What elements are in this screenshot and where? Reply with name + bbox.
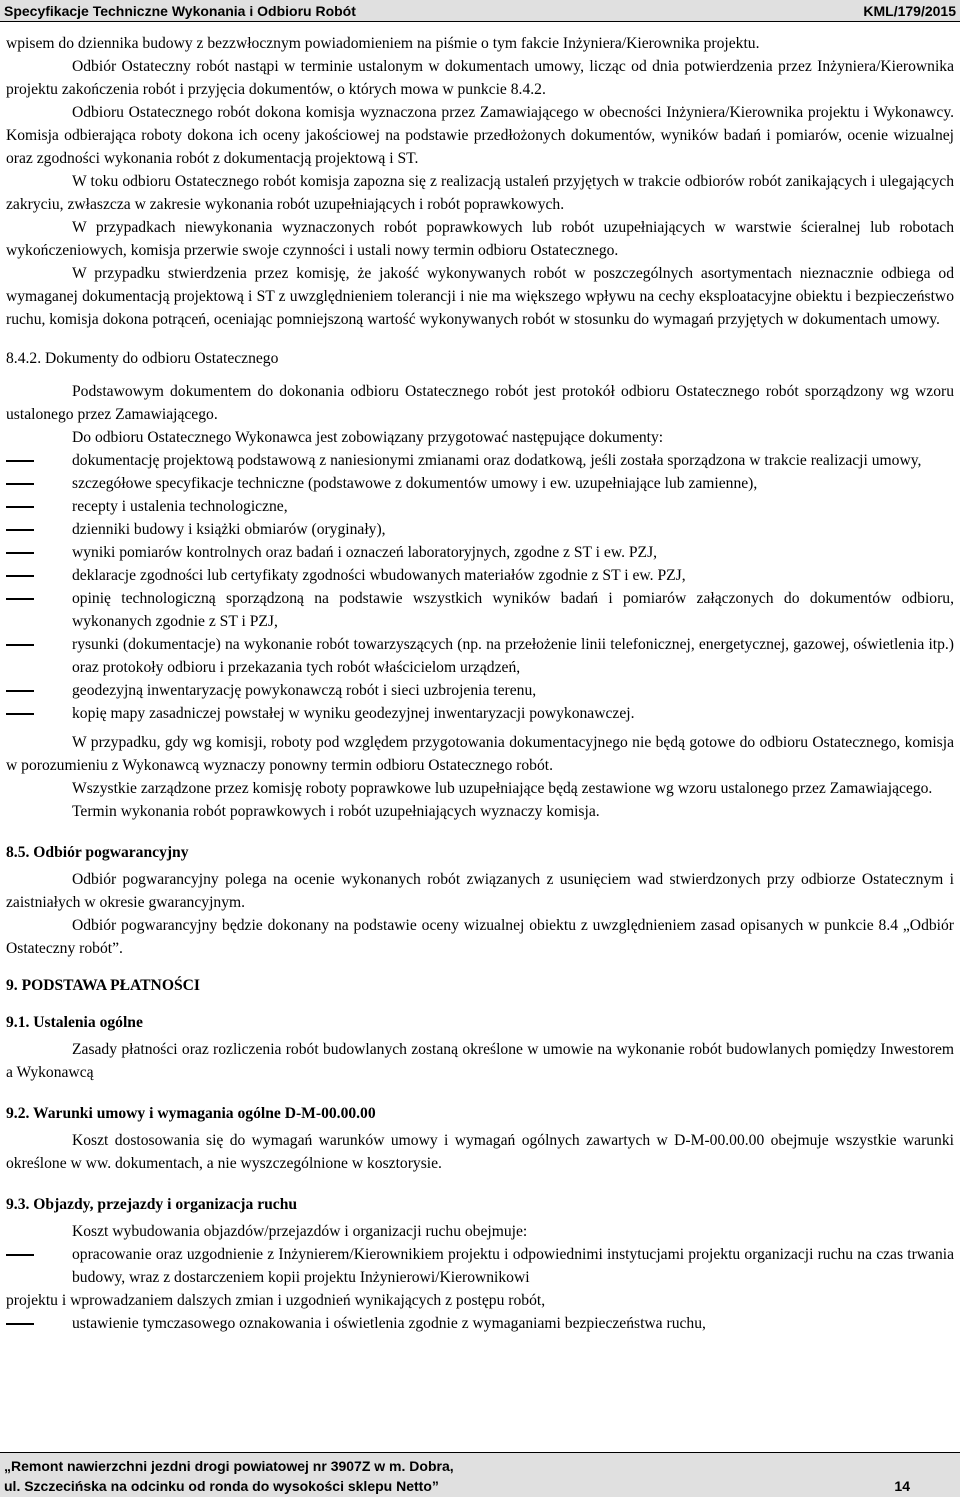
- paragraph: Odbiór pogwarancyjny będzie dokonany na podstawie oceny wizualnej obiektu z uwzględnieniem zasad opisanych w punkcie 8.4 „Odbiór Ostateczny robót”.: [6, 917, 954, 957]
- paragraph: Podstawowym dokumentem do dokonania odbioru Ostatecznego robót jest protokół odbioru Ostatecznego robót sporządzony wg wzoru ustalonego przez Zamawiającego.: [6, 383, 954, 423]
- paragraph: W przypadkach niewykonania wyznaczonych robót poprawkowych lub robót uzupełniających w warstwie ścieralnej lub robotach wykończeniowych, komisja przerwie swoje czynności i ustali nowy termin odbioru Ostatecznego.: [6, 219, 954, 259]
- list-item: recepty i ustalenia technologiczne,: [6, 495, 954, 518]
- paragraph: W przypadku stwierdzenia przez komisję, że jakość wykonywanych robót w poszczególnych asortymentach nieznacznie odbiega od wymaganej dokumentacją projektową i ST z uwzględnieniem tolerancji i nie ma większego wpływu na cechy eksploatacyjne obiektu i bezpieczeństwo ruchu, komisja dokona potrąceń, oceniając pomniejszoną wartość wykonywanych robót w stosunku do wymagań przyjętych w dokumentach umowy.: [6, 265, 954, 328]
- paragraph: W przypadku, gdy wg komisji, roboty pod względem przygotowania dokumentacyjnego nie będą gotowe do odbioru Ostatecznego, komisja w porozumieniu z Wykonawcą wyznaczy ponowny termin odbioru Ostatecznego robót.: [6, 734, 954, 774]
- dash-bullet: [6, 644, 34, 646]
- section-heading-9: 9. PODSTAWA PŁATNOŚCI: [6, 977, 200, 994]
- header-doc-number: KML/179/2015: [863, 2, 956, 19]
- list-item: ustawienie tymczasowego oznakowania i oświetlenia zgodnie z wymaganiami bezpieczeństwa ruchu,: [6, 1312, 954, 1335]
- list-item: geodezyjną inwentaryzację powykonawczą robót i sieci uzbrojenia terenu,: [6, 679, 954, 702]
- paragraph: Zasady płatności oraz rozliczenia robót budowlanych zostaną określone w umowie na wykonanie robót budowlanych pomiędzy Inwestorem a Wykonawcą: [6, 1041, 954, 1081]
- section-heading-9-1: 9.1. Ustalenia ogólne: [6, 1014, 143, 1031]
- document-body: [6, 32, 954, 1335]
- page-header: [0, 0, 960, 22]
- paragraph: Odbioru Ostatecznego robót dokona komisja wyznaczona przez Zamawiającego w obecności Inżyniera/Kierownika projektu i Wykonawcy. Komisja odbierająca roboty dokona ich oceny jakościowej na podstawie przedłożonych dokumentów, wyników badań i pomiarów, ocenie wizualnej oraz zgodności wykonania robót z dokumentacją projektową i ST.: [6, 104, 954, 167]
- footer-project-line2: ul. Szczecińska na odcinku od ronda do wysokości sklepu Netto”: [4, 1478, 439, 1494]
- section-heading-9-2: 9.2. Warunki umowy i wymagania ogólne D-M-00.00.00: [6, 1105, 376, 1122]
- dash-bullet: [6, 598, 34, 600]
- section-heading-8-5: 8.5. Odbiór pogwarancyjny: [6, 844, 189, 861]
- list-item: opracowanie oraz uzgodnienie z Inżynierem/Kierownikiem projektu i odpowiednimi instytucjami projektu organizacji ruchu na czas trwania budowy, wraz z dostarczeniem kopii projektu Inżynierowi/Kierownikowi: [6, 1243, 954, 1289]
- paragraph: Odbiór Ostateczny robót nastąpi w terminie ustalonym w dokumentach umowy, licząc od dnia potwierdzenia przez Inżyniera/Kierownika projektu zakończenia robót i przyjęcia dokumentów, o których mowa w punkcie 8.4.2.: [6, 58, 954, 98]
- paragraph: wpisem do dziennika budowy z bezzwłocznym powiadomieniem na piśmie o tym fakcie Inżyniera/Kierownika projektu.: [6, 35, 760, 52]
- list-item: deklaracje zgodności lub certyfikaty zgodności wbudowanych materiałów zgodnie z ST i ew. PZJ,: [6, 564, 954, 587]
- header-title: Specyfikacje Techniczne Wykonania i Odbioru Robót: [4, 2, 356, 19]
- list-item: dokumentację projektową podstawową z naniesionymi zmianami oraz dodatkową, jeśli została sporządzona w trakcie realizacji umowy,: [6, 449, 954, 472]
- section-heading-9-3: 9.3. Objazdy, przejazdy i organizacja ruchu: [6, 1196, 298, 1213]
- paragraph: Termin wykonania robót poprawkowych i robót uzupełniających wyznaczy komisja.: [72, 803, 600, 820]
- paragraph: Koszt wybudowania objazdów/przejazdów i organizacji ruchu obejmuje:: [72, 1223, 528, 1240]
- list-item: opinię technologiczną sporządzoną na podstawie wszystkich wyników badań i pomiarów załączonych do dokumentów odbioru, wykonanych zgodnie z ST i PZJ,: [6, 587, 954, 633]
- paragraph: Do odbioru Ostatecznego Wykonawca jest zobowiązany przygotować następujące dokumenty:: [72, 429, 664, 446]
- paragraph: W toku odbioru Ostatecznego robót komisja zapozna się z realizacją ustaleń przyjętych w trakcie odbiorów robót zanikających i ulegających zakryciu, zwłaszcza w zakresie wykonania robót uzupełniających i robót poprawkowych.: [6, 173, 954, 213]
- page-footer: [0, 1452, 960, 1497]
- dash-bullet: [6, 1254, 34, 1256]
- traffic-costs-list: [6, 1243, 954, 1335]
- list-item: szczegółowe specyfikacje techniczne (podstawowe z dokumentów umowy i ew. uzupełniające lub zamienne),: [6, 472, 954, 495]
- documents-list: [6, 449, 954, 725]
- dash-bullet: [6, 529, 34, 531]
- paragraph: Odbiór pogwarancyjny polega na ocenie wykonanych robót związanych z usunięciem wad stwierdzonych przy odbiorze Ostatecznym i zaistniałych w okresie gwarancyjnym.: [6, 871, 954, 911]
- list-item-continuation: projektu i wprowadzaniem dalszych zmian i uzgodnień wynikających z postępu robót,: [6, 1292, 546, 1309]
- dash-bullet: [6, 575, 34, 577]
- section-heading-8-4-2: 8.4.2. Dokumenty do odbioru Ostatecznego: [6, 350, 279, 367]
- paragraph: Koszt dostosowania się do wymagań warunków umowy i wymagań ogólnych zawartych w D-M-00.00.00 obejmuje wszystkie warunki określone w ww. dokumentach, a nie wyszczególnione w kosztorysie.: [6, 1132, 954, 1172]
- dash-bullet: [6, 690, 34, 692]
- page-number: 14: [894, 1478, 910, 1494]
- list-item: rysunki (dokumentacje) na wykonanie robót towarzyszących (np. na przełożenie linii telefonicznej, energetycznej, gazowej, oświetlenia itp.) oraz protokoły odbioru i przekazania tych robót właścicielom urządzeń,: [6, 633, 954, 679]
- dash-bullet: [6, 483, 34, 485]
- dash-bullet: [6, 1323, 34, 1325]
- dash-bullet: [6, 552, 34, 554]
- list-item: wyniki pomiarów kontrolnych oraz badań i oznaczeń laboratoryjnych, zgodne z ST i ew. PZJ,: [6, 541, 954, 564]
- dash-bullet: [6, 506, 34, 508]
- dash-bullet: [6, 460, 34, 462]
- list-item: kopię mapy zasadniczej powstałej w wyniku geodezyjnej inwentaryzacji powykonawczej.: [6, 702, 954, 725]
- dash-bullet: [6, 713, 34, 715]
- list-item: dzienniki budowy i książki obmiarów (oryginały),: [6, 518, 954, 541]
- paragraph: Wszystkie zarządzone przez komisję roboty poprawkowe lub uzupełniające będą zestawione wg wzoru ustalonego przez Zamawiającego.: [72, 780, 933, 797]
- footer-project-line1: „Remont nawierzchni jezdni drogi powiatowej nr 3907Z w m. Dobra,: [4, 1458, 454, 1474]
